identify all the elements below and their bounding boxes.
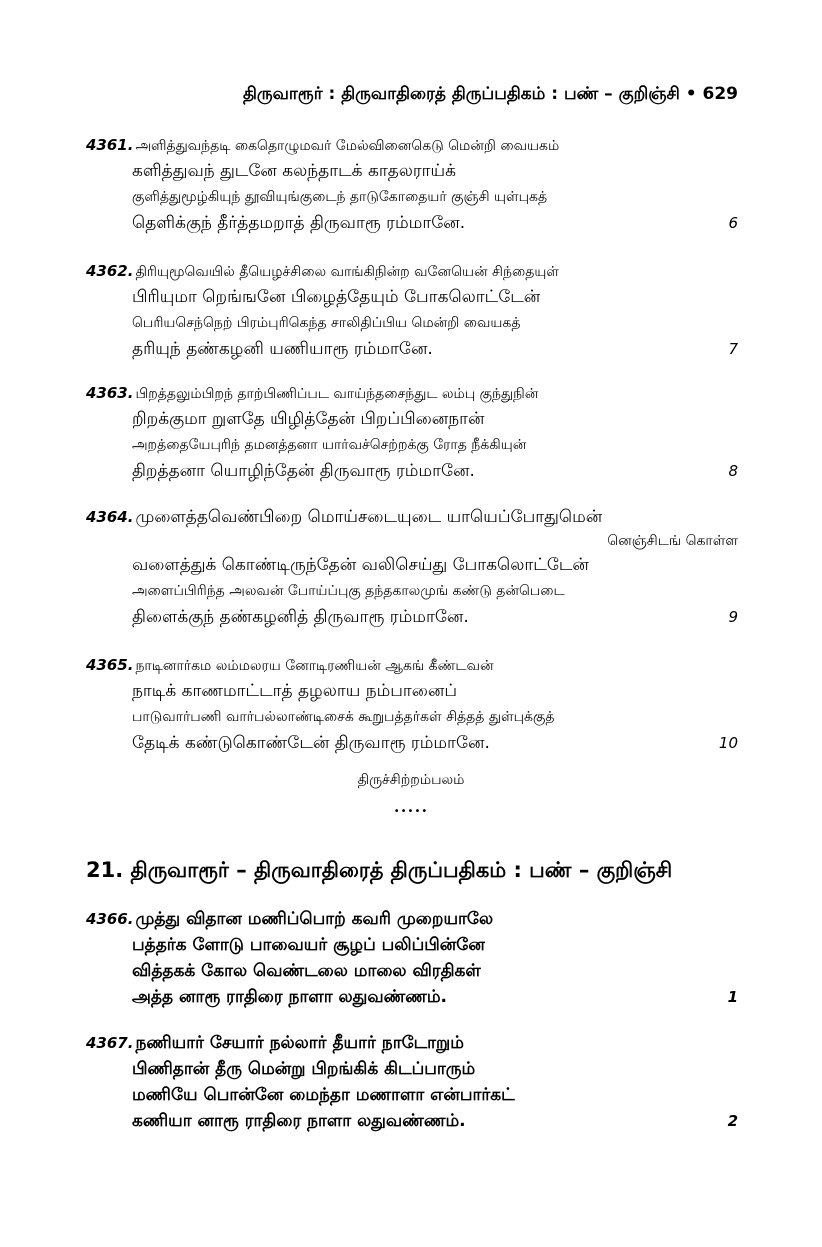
verse-line: 4367. நணியார் சேயார் நல்லார் தீயார் நாடோறும் [86,1033,464,1053]
line-number: 6 [728,214,738,232]
verse-line: பாடுவார்பணி வார்பல்லாண்டிசைக் கூறுபத்தர்கள் சித்தத் துள்புக்குத் [132,709,555,725]
verse-line: கணியா னாரூ ராதிரை நாளா லதுவண்ணம். 2 [86,1108,746,1134]
verse-line: வித்தகக் கோல வெண்டலை மாலை விரதிகள் [132,961,481,981]
running-header: திருவாரூர் : திருவாதிரைத் திருப்பதிகம் : பண் – குறிஞ்சி • 629 [242,84,738,104]
verse-number: 4365. [86,656,134,674]
verse-line: பிரியுமா றெங்ஙனே பிழைத்தேயும் போகலொட்டேன் [132,287,541,307]
verse-number: 4363. [86,384,134,402]
verse-number: 4366. [86,910,134,928]
verse-line: அளைப்பிரிந்த அலவன் போய்ப்புகு தந்தகாலமுங் கண்டு தன்பெடை [132,583,565,599]
verse-line: வளைத்துக் கொண்டிருந்தேன் வலிசெய்து போகலொட்டேன் [132,555,589,575]
verse-4365 [86,652,746,756]
verse-line: 4365. நாடினார்கம லம்மலரய னோடிரணியன் ஆகங் கீண்டவன் [86,656,494,674]
verse-line: நாடிக் காணமாட்டாத் தழலாய நம்பானைப் [132,681,458,701]
verse-line: தரியுந் தண்கழனி யணியாரூ ரம்மானே. 7 [86,336,746,362]
verse-line-continuation: னெஞ்சிடங் கொள்ள [607,533,738,549]
line-number: 10 [718,734,738,752]
verse-number: 4362. [86,262,134,280]
line-number: 2 [727,1112,738,1130]
closing-title: திருச்சிற்றம்பலம் [357,772,465,788]
verse-line: 4362. திரியுமூவெயில் தீயெழச்சிலை வாங்கிநின்ற வனேயென் சிந்தையுள் [86,262,559,280]
line-number: 7 [728,340,738,358]
verse-line: அத்த னாரூ ராதிரை நாளா லதுவண்ணம். 1 [86,984,746,1010]
verse-line: பத்தர்க ளோடு பாவையர் சூழப் பலிப்பின்னே [132,935,485,955]
verse-line: 4363. பிறத்தலும்பிறந் தாற்பிணிப்பட வாய்ந்தசைந்துட லம்பு குந்துநின் [86,384,539,402]
line-number: 9 [728,608,738,626]
verse-4364 [86,504,746,630]
verse-line: களித்துவந் துடனே கலந்தாடக் காதலராய்க் [132,161,457,181]
verse-4361 [86,132,746,236]
verse-line: றிறக்குமா றுளதே யிழித்தேன் பிறப்பினைநான் [132,409,485,429]
verse-4362 [86,258,746,362]
verse-line: அறத்தையேபுரிந் தமனத்தனா யார்வச்செற்றக்கு ரோத நீக்கியுன் [132,437,527,453]
verse-line: திறத்தனா யொழிந்தேன் திருவாரூ ரம்மானே. 8 [86,458,746,484]
ornament-dots: ••••• [393,806,429,817]
verse-line: பெரியசெந்நெற் பிரம்புரிகெந்த சாலிதிப்பிய மென்றி வையகத் [132,315,521,331]
verse-line: 4364. முளைத்தவெண்பிறை மொய்சடையுடை யாயெப்போதுமென் [86,507,603,527]
verse-4367 [86,1030,746,1134]
verse-line: மணியே பொன்னே மைந்தா மணாளா என்பார்கட் [132,1085,515,1105]
verse-line: 4366. முத்து விதான மணிப்பொற் கவரி முறையாலே [86,909,494,929]
verse-number: 4364. [86,508,134,526]
verse-4363 [86,380,746,484]
verse-line: திளைக்குந் தண்கழனித் திருவாரூ ரம்மானே. 9 [86,604,746,630]
verse-number: 4367. [86,1034,134,1052]
section-heading: 21. திருவாரூர் – திருவாதிரைத் திருப்பதிகம் : பண் – குறிஞ்சி [86,858,673,882]
line-number: 8 [728,462,738,480]
line-number: 1 [727,988,738,1006]
verse-line: 4361. அளித்துவந்தடி கைதொழுமவர் மேல்வினைகெடு மென்றி வையகம் [86,136,560,154]
verse-4366 [86,906,746,1010]
verse-line: தெளிக்குந் தீர்த்தமறாத் திருவாரூ ரம்மானே. 6 [86,210,746,236]
verse-line: குளித்துமூழ்கியுந் தூவியுங்குடைந் தாடுகோதையர் குஞ்சி யுள்புகத் [132,189,548,205]
verse-line: தேடிக் கண்டுகொண்டேன் திருவாரூ ரம்மானே. 10 [86,730,746,756]
verse-line: பிணிதான் தீரு மென்று பிறங்கிக் கிடப்பாரும் [132,1059,476,1079]
verse-number: 4361. [86,136,134,154]
